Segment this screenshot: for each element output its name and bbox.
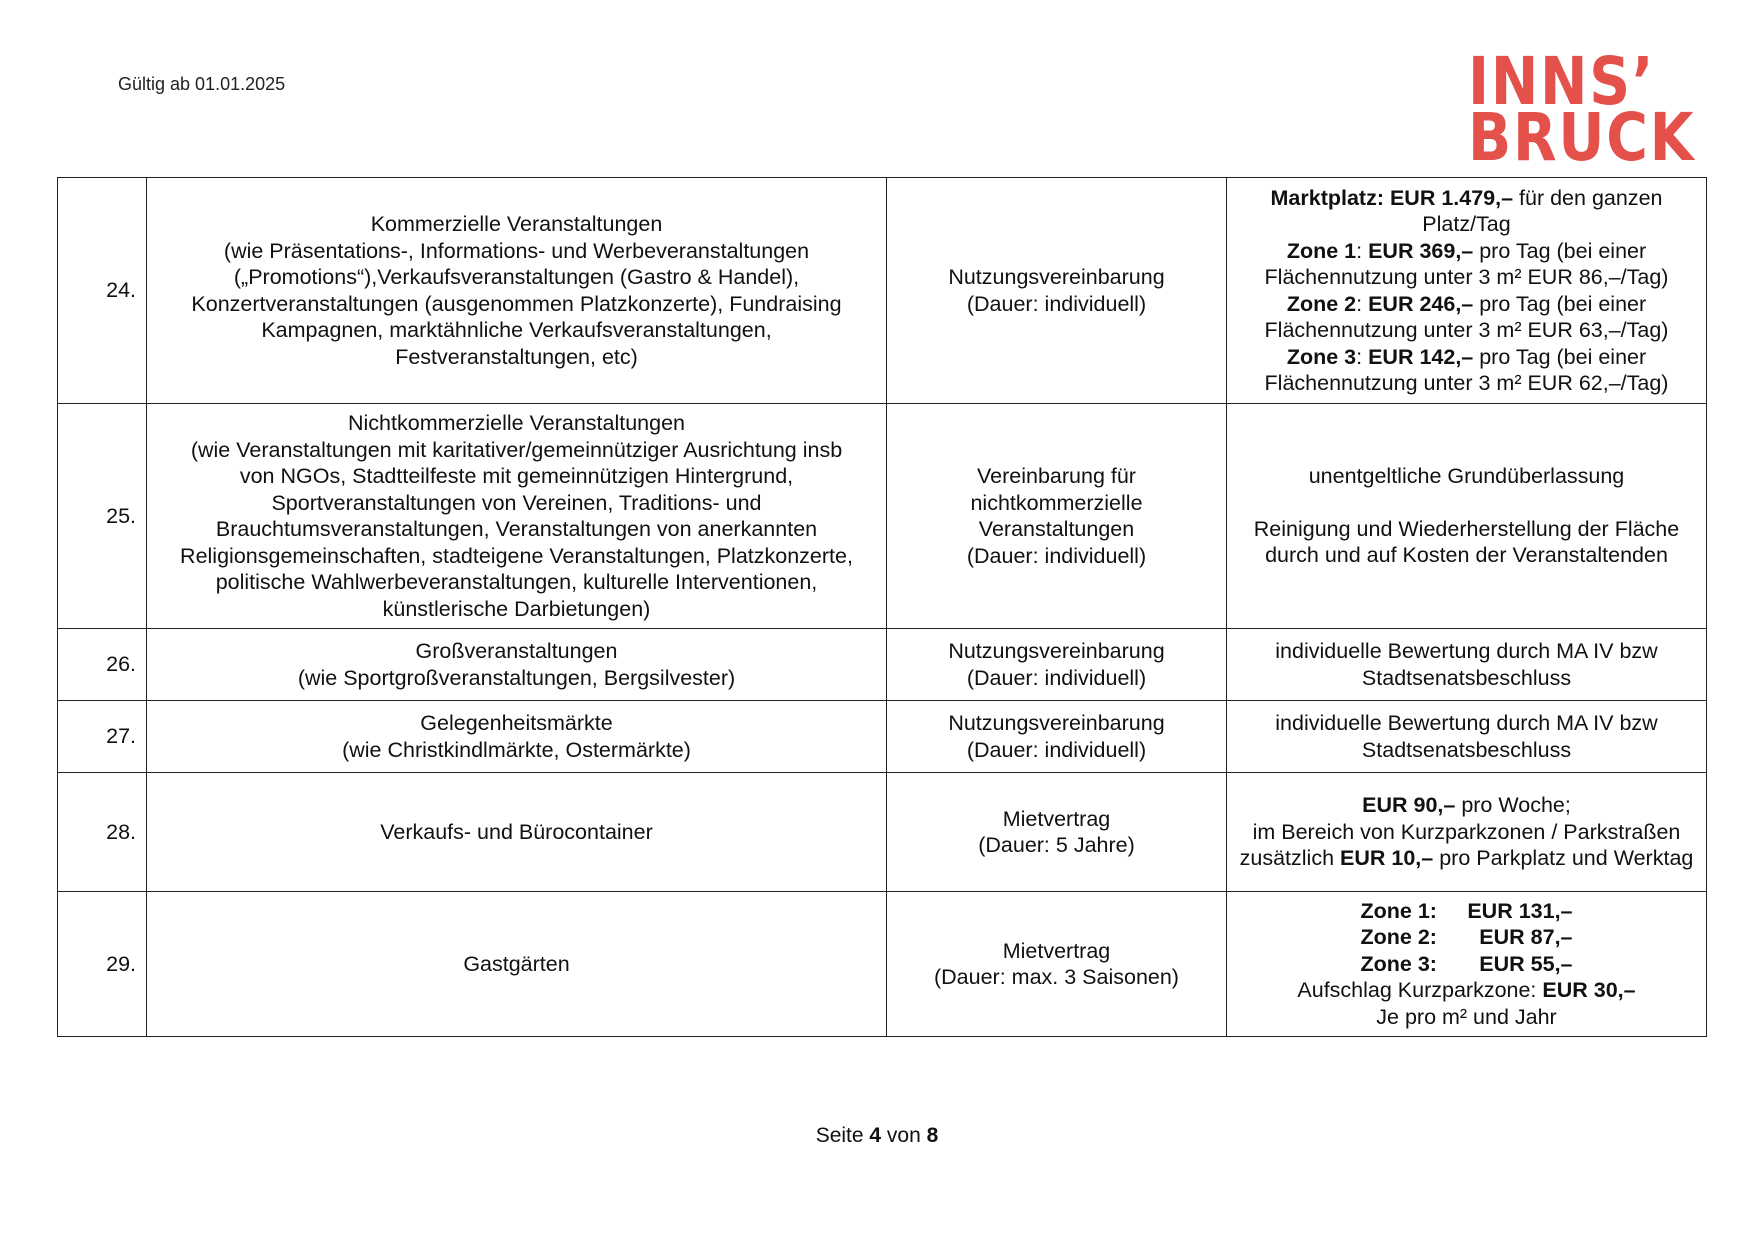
row-number: 28. [58, 773, 147, 892]
table-row-28 [58, 773, 1707, 892]
row-agreement: Vereinbarung für nichtkommerzielle Veranstaltungen (Dauer: individuell) [887, 404, 1227, 629]
table-row-27 [58, 701, 1707, 773]
row-fee: Zone 1: EUR 131,– Zone 2: EUR 87,– Zone 3: EUR 55,– Aufschlag Kurzparkzone: EUR 30,– Je pro m² und Jahr [1227, 892, 1707, 1037]
row-agreement: Nutzungsvereinbarung (Dauer: individuell) [887, 701, 1227, 773]
row-fee: Marktplatz: EUR 1.479,– für den ganzen Platz/Tag Zone 1: EUR 369,– pro Tag (bei einer Flächennutzung unter 3 m² EUR 86,–/Tag) Zone 2: EUR 246,– pro Tag (bei einer Flächennutzung unter 3 m² EUR 63,–/Tag) Zone 3: EUR 142,– pro Tag (bei einer Flächennutzung unter 3 m² EUR 62,–/Tag) [1227, 178, 1707, 404]
logo-line-1: INNS’ [1468, 43, 1656, 120]
row-fee: individuelle Bewertung durch MA IV bzw Stadtsenatsbeschluss [1227, 629, 1707, 701]
table-row-29 [58, 892, 1707, 1037]
row-fee: unentgeltliche Grundüberlassung Reinigung und Wiederherstellung der Fläche durch und auf Kosten der Veranstaltenden [1227, 404, 1707, 629]
row-description: Gastgärten [147, 892, 887, 1037]
row-number: 29. [58, 892, 147, 1037]
valid-from-date: Gültig ab 01.01.2025 [118, 74, 286, 94]
table-row-25 [58, 404, 1707, 629]
row-agreement: Mietvertrag (Dauer: max. 3 Saisonen) [887, 892, 1227, 1037]
table-row-26 [58, 629, 1707, 701]
row-fee: individuelle Bewertung durch MA IV bzw Stadtsenatsbeschluss [1227, 701, 1707, 773]
row-number: 27. [58, 701, 147, 773]
row-agreement: Mietvertrag (Dauer: 5 Jahre) [887, 773, 1227, 892]
row-agreement: Nutzungsvereinbarung (Dauer: individuell) [887, 178, 1227, 404]
row-number: 26. [58, 629, 147, 701]
logo-line-2: BRUCK [1468, 99, 1696, 176]
innsbruck-logo [1468, 43, 1708, 176]
row-description: Gelegenheitsmärkte (wie Christkindlmärkte, Ostermärkte) [147, 701, 887, 773]
row-description: Verkaufs- und Bürocontainer [147, 773, 887, 892]
row-number: 24. [58, 178, 147, 404]
row-number: 25. [58, 404, 147, 629]
row-description: Großveranstaltungen (wie Sportgroßveranstaltungen, Bergsilvester) [147, 629, 887, 701]
table-row-24 [58, 178, 1707, 404]
tariff-table [57, 177, 1707, 1037]
row-description: Kommerzielle Veranstaltungen (wie Präsentations-, Informations- und Werbeveranstaltungen („Promotions“),Verkaufsveranstaltungen (Gastro & Handel), Konzertveranstaltungen (ausgenommen Platzkonzerte), Fundraising Kampagnen, marktähnliche Verkaufsveranstaltungen, Festveranstaltungen, etc) [147, 178, 887, 404]
row-agreement: Nutzungsvereinbarung (Dauer: individuell) [887, 629, 1227, 701]
row-description: Nichtkommerzielle Veranstaltungen (wie Veranstaltungen mit karitativer/gemeinnütziger Ausrichtung insb von NGOs, Stadtteilfeste mit gemeinnützigen Hintergrund, Sportveranstaltungen von Vereinen, Traditions- und Brauchtumsveranstaltungen, Veranstaltungen von anerkannten Religionsgemeinschaften, stadteigene Veranstaltungen, Platzkonzerte, politische Wahlwerbeveranstaltungen, kulturelle Interventionen, künstlerische Darbietungen) [147, 404, 887, 629]
row-fee: EUR 90,– pro Woche; im Bereich von Kurzparkzonen / Parkstraßen zusätzlich EUR 10,– pro Parkplatz und Werktag [1227, 773, 1707, 892]
page-number: Seite 4 von 8 [815, 1124, 939, 1147]
